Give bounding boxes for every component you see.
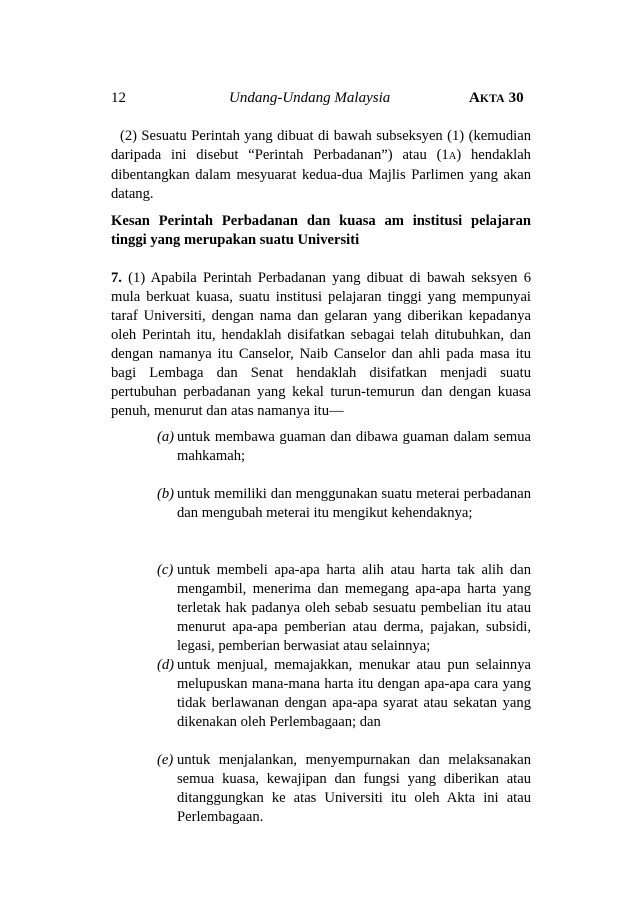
list-item-b bbox=[157, 485, 531, 523]
list-item-text: untuk membawa guaman dan dibawa guaman dalam semua mahkamah; bbox=[177, 429, 531, 464]
list-item-label: (e) bbox=[157, 752, 174, 768]
section-number: 7. bbox=[111, 270, 122, 286]
subsection-2-text-end: ) hendaklah dibentangkan dalam mesyuarat kedua-dua Majlis Parlimen yang akan datang. bbox=[111, 147, 531, 202]
list-item-text: untuk menjalankan, menyempurnakan dan melaksanakan semua kuasa, kewajipan dan fungsi yang diberikan atau ditanggungkan ke atas Universiti itu oleh Akta ini atau Perlembagaan. bbox=[177, 752, 531, 825]
subsection-2-text-start: (2) Sesuatu Perintah yang dibuat di bawah subseksyen (1) (kemudian daripada ini disebut “Perintah Perbadanan”) atau (1 bbox=[111, 128, 531, 163]
subsection-2-paragraph bbox=[111, 127, 531, 204]
subsection-ref-small-caps: A bbox=[448, 151, 457, 162]
list-item-text: untuk membeli apa-apa harta alih atau harta tak alih dan mengambil, menerima dan memegang apa-apa harta yang terletak hak padanya oleh sebab sesuatu pembelian itu atau menurut apa-apa pemberian atau derma, pajakan, subsidi, legasi, pemberian berwasiat atau selainnya; bbox=[177, 562, 531, 654]
list-item-label: (c) bbox=[157, 562, 174, 578]
list-item-label: (d) bbox=[157, 657, 175, 673]
list-item-a bbox=[157, 428, 531, 466]
list-item-text: untuk menjual, memajakkan, menukar atau pun selainnya melupuskan mana-mana harta itu dengan apa-apa cara yang tidak berlawanan dengan apa-apa syarat atau sekatan yang dikenakan oleh Perlembagaan; dan bbox=[177, 657, 531, 730]
act-label bbox=[469, 90, 524, 107]
section-heading: Kesan Perintah Perbadanan dan kuasa am institusi pelajaran tinggi yang merupakan suatu Universiti bbox=[111, 213, 531, 248]
list-item-d bbox=[157, 656, 531, 732]
act-smallcaps: KTA bbox=[479, 93, 505, 105]
act-number: 30 bbox=[504, 90, 524, 106]
section-7-paragraph bbox=[111, 269, 531, 421]
running-header bbox=[111, 90, 531, 110]
section-7-text: (1) Apabila Perintah Perbadanan yang dibuat di bawah seksyen 6 mula berkuat kuasa, suatu institusi pelajaran tinggi yang mempunyai taraf Universiti, dengan nama dan gelaran yang diberikan kepadanya oleh Perintah itu, hendaklah disifatkan sebagai telah ditubuhkan, dan dengan namanya itu Canselor, Naib Canselor dan ahli pada masa itu bagi Lembaga dan Senat hendaklah disifatkan menjadi suatu pertubuhan perbadanan yang kekal turun-temurun dan dengan kuasa penuh, menurut dan atas namanya itu— bbox=[111, 270, 531, 419]
list-item-label: (b) bbox=[157, 486, 175, 502]
list-item-label: (a) bbox=[157, 429, 175, 445]
list-item-text: untuk memiliki dan menggunakan suatu meterai perbadanan dan mengubah meterai itu mengikut kehendaknya; bbox=[177, 486, 531, 521]
list-item-e bbox=[157, 751, 531, 827]
list-item-c bbox=[157, 561, 531, 656]
act-prefix: A bbox=[469, 90, 480, 106]
header-title: Undang-Undang Malaysia bbox=[229, 90, 391, 106]
page-number: 12 bbox=[111, 90, 126, 106]
